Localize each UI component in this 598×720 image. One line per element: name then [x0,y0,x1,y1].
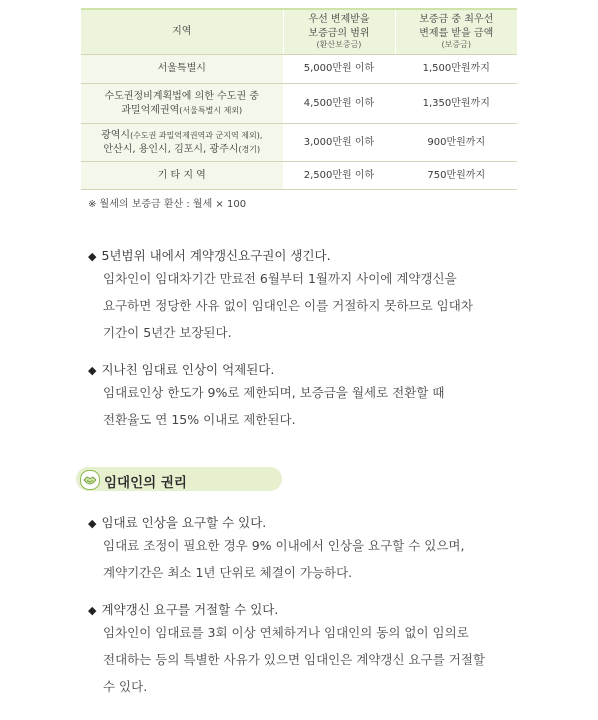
item-body-request-increase [103,532,518,586]
table-row [81,124,517,162]
limit-cell: 1,350만원까지 [395,84,517,124]
body-line: 전대하는 등의 특별한 사유가 있으면 임대인은 계약갱신 요구를 거절할 [103,652,485,667]
section-header-landlord-rights [76,467,282,491]
header-region: 지역 [81,9,283,55]
table-row [81,84,517,124]
body-line: 임차인이 임대차기간 만료전 6월부터 1월까지 사이에 계약갱신을 [103,271,457,286]
header-deposit-range: 우선 변제받을 보증금의 범위 (환산보증금) [283,9,395,55]
table-footnote: ※ 월세의 보증금 환산 : 월세 × 100 [88,199,247,210]
body-line: 요구하면 정당한 사유 없이 임대인은 이를 거절하지 못하므로 임대차 [103,298,473,313]
body-line: 전환율도 연 15% 이내로 제한된다. [103,412,296,427]
range-cell: 2,500만원 이하 [283,162,395,190]
item-heading-rent-increase-limit: ◆ 지나친 임대료 인상이 억제된다. [88,362,275,377]
limit-cell: 750만원까지 [395,162,517,190]
body-line: 임차인이 임대료를 3회 이상 연체하거나 임대인의 동의 없이 임의로 [103,625,469,640]
range-cell: 5,000만원 이하 [283,55,395,84]
table-header-row [81,9,517,55]
range-cell: 3,000만원 이하 [283,124,395,162]
handshake-icon [80,470,100,490]
region-cell: 광역시(수도권 과밀억제권역과 군지역 제외), 안산시, 용인시, 김포시, 광주시(경기) [81,124,283,162]
section-title: 임대인의 권리 [104,475,187,491]
item-heading-renewal-right: ◆ 5년범위 내에서 계약갱신요구권이 생긴다. [88,248,331,263]
item-heading-request-increase: ◆ 임대료 인상을 요구할 수 있다. [88,515,267,530]
deposit-priority-table [81,8,517,190]
range-cell: 4,500만원 이하 [283,84,395,124]
item-body-renewal-right [103,265,518,346]
item-heading-refuse-renewal: ◆ 계약갱신 요구를 거절할 수 있다. [88,602,279,617]
table-row [81,162,517,190]
limit-cell: 1,500만원까지 [395,55,517,84]
region-cell: 수도권정비계획법에 의한 수도권 중 과밀억제권역(서울특별시 제외) [81,84,283,124]
body-line: 계약기간은 최소 1년 단위로 체결이 가능하다. [103,565,353,580]
item-body-refuse-renewal [103,619,518,700]
table-row [81,55,517,84]
body-line: 임대료인상 한도가 9%로 제한되며, 보증금을 월세로 전환할 때 [103,385,445,400]
body-line: 기간이 5년간 보장된다. [103,325,232,340]
item-body-rent-increase-limit [103,379,518,433]
limit-cell: 900만원까지 [395,124,517,162]
diamond-bullet-icon: ◆ [88,604,97,617]
diamond-bullet-icon: ◆ [88,517,97,530]
diamond-bullet-icon: ◆ [88,364,97,377]
region-cell: 서울특별시 [81,55,283,84]
header-priority-amount: 보증금 중 최우선 변제를 받을 금액 (보증금) [395,9,517,55]
region-cell: 기 타 지 역 [81,162,283,190]
body-line: 수 있다. [103,679,148,694]
body-line: 임대료 조정이 필요한 경우 9% 이내에서 인상을 요구할 수 있으며, [103,538,465,553]
diamond-bullet-icon: ◆ [88,250,97,263]
